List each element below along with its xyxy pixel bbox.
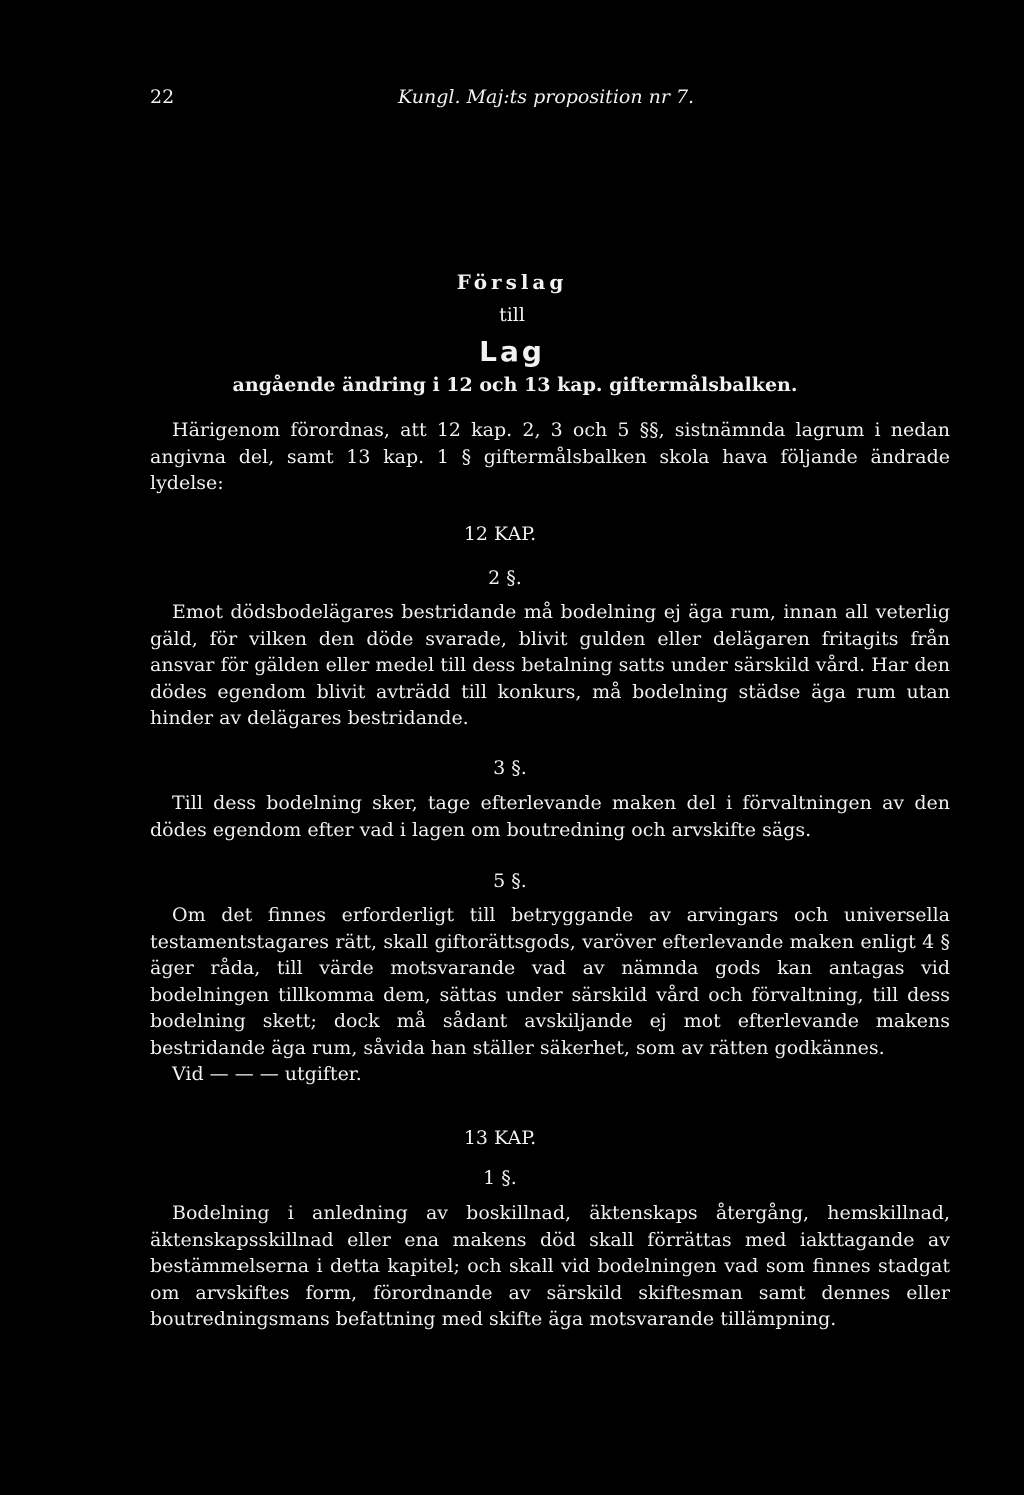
title-subject: angående ändring i 12 och 13 kap. giftermålsbalken. — [232, 374, 798, 396]
chapter-13-heading: 13 KAP. — [463, 1127, 537, 1149]
section-5-text: Om det finnes erforderligt till betryggande av arvingars och universella testamentstagares rätt, skall giftorättsgods, varöver efterlevande maken enligt 4 § äger råda, till värde motsvarande vad av nämnda gods kan antagas vid bodelningen tillkomma dem, sättas under särskild vård och förvaltning, till dess bodelning skett; dock må sådant avskiljande ej mot efterlevande makens bestridande äga rum, såvida han ställer säkerhet, som av rätten godkännes. — [150, 904, 950, 1059]
title-forslag: Förslag — [456, 270, 568, 294]
section-5-heading: 5 §. — [493, 870, 527, 892]
section-5-paragraph — [150, 902, 950, 1061]
section-1-paragraph — [150, 1200, 950, 1333]
chapter-12-heading: 12 KAP. — [463, 523, 537, 545]
section-2-heading: 2 §. — [488, 567, 522, 589]
page-header — [150, 86, 950, 116]
running-title: Kungl. Maj:ts proposition nr 7. — [398, 86, 695, 108]
section-3-text: Till dess bodelning sker, tage efterlevande maken del i förvaltningen av den dödes egendom efter vad i lagen om boutredning och arvskifte sägs. — [150, 792, 950, 841]
intro-paragraph — [150, 417, 950, 497]
intro-text: Härigenom förordnas, att 12 kap. 2, 3 och 5 §§, sistnämnda lagrum i nedan angivna del, samt 13 kap. 1 § giftermålsbalken skola hava följande ändrade lydelse: — [150, 419, 950, 494]
section-5-continuation — [150, 1061, 950, 1088]
section-1-text: Bodelning i anledning av boskillnad, äktenskaps återgång, hemskillnad, äktenskapsskillnad eller ena makens död skall förrättas med iakttagande av bestämmelserna i detta kapitel; och skall vid bodelningen vad som finnes stadgat om arvskiftes form, förordnande av särskild skiftesman samt dennes eller boutredningsmans befattning med skifte äga motsvarande tillämpning. — [150, 1202, 950, 1330]
title-lag: Lag — [479, 335, 545, 368]
section-3-paragraph — [150, 790, 950, 843]
section-5-text2: Vid — — — utgifter. — [172, 1063, 362, 1085]
title-till: till — [499, 304, 525, 326]
section-1-heading: 1 §. — [483, 1167, 517, 1189]
section-2-paragraph — [150, 599, 950, 732]
page-number: 22 — [150, 86, 175, 108]
section-2-text: Emot dödsbodelägares bestridande må bodelning ej äga rum, innan all veterlig gäld, för vilken den döde svarade, blivit gulden eller delägaren fritagits från ansvar för gälden eller medel till dess betalning satts under särskild vård. Har den dödes egendom blivit avträdd till konkurs, må bodelning städse äga rum utan hinder av delägares bestridande. — [150, 601, 950, 729]
section-3-heading: 3 §. — [493, 757, 527, 779]
